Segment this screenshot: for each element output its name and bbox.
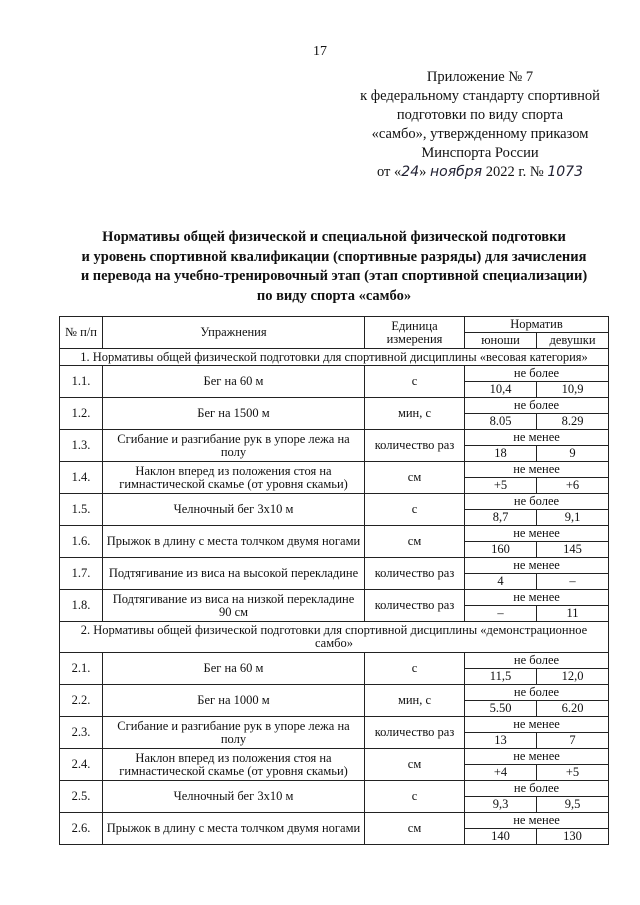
unit-cell: с (365, 494, 465, 526)
girls-value: +5 (537, 765, 609, 781)
row-number: 1.6. (60, 526, 103, 558)
norm-condition: не менее (465, 813, 609, 829)
unit-cell: с (365, 366, 465, 398)
boys-value: 140 (465, 829, 537, 845)
girls-value: 8.29 (537, 414, 609, 430)
unit-cell: с (365, 653, 465, 685)
norm-condition: не менее (465, 430, 609, 446)
boys-value: 11,5 (465, 669, 537, 685)
appendix-block (330, 68, 630, 182)
girls-value: 9,1 (537, 510, 609, 526)
girls-value: 10,9 (537, 382, 609, 398)
norm-condition: не более (465, 398, 609, 414)
table-row (60, 366, 609, 382)
title-line-4: по виду спорта «самбо» (256, 287, 412, 304)
table-row (60, 653, 609, 669)
boys-value: 10,4 (465, 382, 537, 398)
table-row (60, 781, 609, 797)
row-number: 1.2. (60, 398, 103, 430)
norm-condition: не менее (465, 462, 609, 478)
unit-cell: мин, с (365, 685, 465, 717)
exercise-name: Бег на 60 м (103, 653, 365, 685)
girls-value: – (537, 574, 609, 590)
norm-condition: не менее (465, 749, 609, 765)
table-row (60, 398, 609, 414)
unit-cell: см (365, 526, 465, 558)
date-prefix: от « (377, 164, 402, 180)
exercise-name: Челночный бег 3х10 м (103, 781, 365, 813)
exercise-name: Челночный бег 3х10 м (103, 494, 365, 526)
handwritten-month: ноября (429, 164, 483, 180)
table-row (60, 558, 609, 574)
row-number: 2.2. (60, 685, 103, 717)
exercise-name: Наклон вперед из положения стоя на гимнастической скамье (от уровня скамьи) (103, 462, 365, 494)
norm-condition: не менее (465, 590, 609, 606)
exercise-name: Бег на 1000 м (103, 685, 365, 717)
norm-condition: не менее (465, 717, 609, 733)
exercise-name: Прыжок в длину с места толчком двумя ногами (103, 526, 365, 558)
boys-value: +4 (465, 765, 537, 781)
handwritten-day: 24 (401, 164, 420, 180)
header-num: № п/п (60, 317, 103, 349)
norm-condition: не менее (465, 526, 609, 542)
unit-cell: см (365, 813, 465, 845)
norm-condition: не более (465, 685, 609, 701)
title-line-3: и перевода на учебно-тренировочный этап (этап спортивной специализации) (80, 268, 588, 284)
unit-cell: см (365, 462, 465, 494)
table-row (60, 813, 609, 829)
row-number: 2.6. (60, 813, 103, 845)
header-norm: Норматив (465, 317, 609, 333)
norm-condition: не более (465, 494, 609, 510)
exercise-name: Наклон вперед из положения стоя на гимнастической скамье (от уровня скамьи) (103, 749, 365, 781)
title-line-1: Нормативы общей физической и специальной физической подготовки (102, 229, 566, 245)
header-girls: девушки (537, 333, 609, 349)
section-title: 1. Нормативы общей физической подготовки для спортивной дисциплины «весовая категория» (60, 349, 609, 366)
exercise-name: Подтягивание из виса на высокой перекладине (103, 558, 365, 590)
year-text: 2022 г. № (485, 164, 544, 180)
row-number: 2.1. (60, 653, 103, 685)
boys-value: – (465, 606, 537, 622)
table-row (60, 494, 609, 510)
girls-value: 11 (537, 606, 609, 622)
table-row (60, 717, 609, 733)
girls-value: 130 (537, 829, 609, 845)
standards-table (59, 316, 609, 845)
girls-value: 9 (537, 446, 609, 462)
girls-value: +6 (537, 478, 609, 494)
row-number: 2.3. (60, 717, 103, 749)
boys-value: 8,7 (465, 510, 537, 526)
table-row (60, 526, 609, 542)
girls-value: 7 (537, 733, 609, 749)
girls-value: 6.20 (537, 701, 609, 717)
header-unit: Единица измерения (365, 317, 465, 349)
unit-cell: мин, с (365, 398, 465, 430)
norm-condition: не более (465, 366, 609, 382)
row-number: 1.5. (60, 494, 103, 526)
row-number: 1.3. (60, 430, 103, 462)
exercise-name: Подтягивание из виса на низкой перекладине 90 см (103, 590, 365, 622)
boys-value: 5.50 (465, 701, 537, 717)
appendix-line-2: к федеральному стандарту спортивной (360, 88, 600, 104)
norm-condition: не более (465, 653, 609, 669)
unit-cell: с (365, 781, 465, 813)
unit-cell: количество раз (365, 717, 465, 749)
row-number: 2.5. (60, 781, 103, 813)
norm-condition: не более (465, 781, 609, 797)
unit-cell: количество раз (365, 590, 465, 622)
boys-value: +5 (465, 478, 537, 494)
header-boys: юноши (465, 333, 537, 349)
date-mid: » (419, 164, 427, 180)
unit-cell: количество раз (365, 430, 465, 462)
boys-value: 18 (465, 446, 537, 462)
boys-value: 13 (465, 733, 537, 749)
appendix-line-3: подготовки по виду спорта (396, 107, 564, 123)
unit-cell: количество раз (365, 558, 465, 590)
exercise-name: Прыжок в длину с места толчком двумя ногами (103, 813, 365, 845)
title-line-2: и уровень спортивной квалификации (спортивные разряды) для зачисления (81, 248, 587, 265)
section-row (60, 622, 609, 653)
row-number: 1.7. (60, 558, 103, 590)
boys-value: 160 (465, 542, 537, 558)
handwritten-order-number: 1073 (547, 164, 583, 180)
norm-condition: не менее (465, 558, 609, 574)
appendix-line-5: Минспорта России (421, 145, 539, 161)
page-number: 17 (313, 44, 327, 59)
boys-value: 4 (465, 574, 537, 590)
document-title (40, 228, 628, 306)
table-row (60, 685, 609, 701)
header-exercise: Упражнения (103, 317, 365, 349)
boys-value: 9,3 (465, 797, 537, 813)
table-row (60, 590, 609, 606)
section-row (60, 349, 609, 366)
row-number: 2.4. (60, 749, 103, 781)
girls-value: 12,0 (537, 669, 609, 685)
exercise-name: Бег на 60 м (103, 366, 365, 398)
exercise-name: Бег на 1500 м (103, 398, 365, 430)
unit-cell: см (365, 749, 465, 781)
table-row (60, 462, 609, 478)
exercise-name: Сгибание и разгибание рук в упоре лежа на полу (103, 430, 365, 462)
row-number: 1.4. (60, 462, 103, 494)
section-title: 2. Нормативы общей физической подготовки для спортивной дисциплины «демонстрационное самбо» (60, 622, 609, 653)
girls-value: 9,5 (537, 797, 609, 813)
order-date-line (330, 163, 630, 182)
appendix-line-1: Приложение № 7 (426, 69, 534, 85)
row-number: 1.8. (60, 590, 103, 622)
row-number: 1.1. (60, 366, 103, 398)
exercise-name: Сгибание и разгибание рук в упоре лежа на полу (103, 717, 365, 749)
appendix-line-4: «самбо», утвержденному приказом (371, 126, 589, 142)
boys-value: 8.05 (465, 414, 537, 430)
girls-value: 145 (537, 542, 609, 558)
table-row (60, 430, 609, 446)
table-row (60, 749, 609, 765)
